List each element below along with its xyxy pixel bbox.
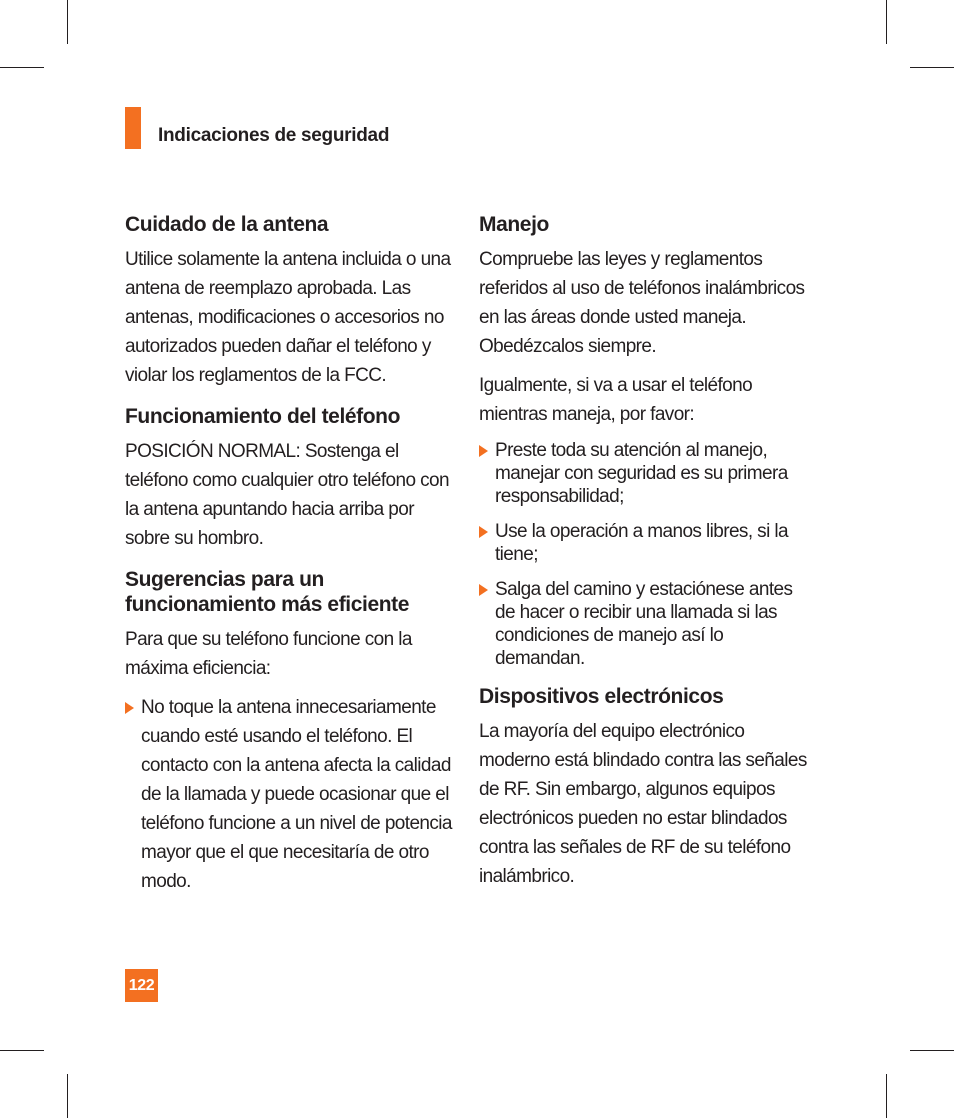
left-column bbox=[125, 212, 455, 910]
section-heading: Dispositivos electrónicos bbox=[479, 685, 724, 708]
list-item-text: Use la operación a manos libres, si la tiene; bbox=[495, 521, 788, 565]
section-driving bbox=[479, 212, 814, 670]
triangle-bullet-icon bbox=[479, 526, 488, 538]
list-item bbox=[479, 439, 814, 508]
triangle-bullet-icon bbox=[479, 445, 488, 457]
crop-mark bbox=[886, 1074, 887, 1118]
page-title: Indicaciones de seguridad bbox=[158, 125, 390, 146]
list-item-text: No toque la antena innecesariamente cuando esté usando el teléfono. El contacto con la antena afecta la calidad de la llamada y puede ocasionar que el teléfono funcione a un nivel de potencia mayor que el que necesitaría de otro modo. bbox=[141, 697, 452, 892]
section-body: Compruebe las leyes y reglamentos referidos al uso de teléfonos inalámbricos en las áreas donde usted maneja. Obedézcalos siempre. bbox=[479, 249, 805, 357]
section-electronic-devices bbox=[479, 684, 814, 891]
tips-list bbox=[125, 693, 455, 896]
list-item bbox=[125, 693, 455, 896]
crop-mark bbox=[886, 0, 887, 44]
list-item bbox=[479, 578, 814, 670]
page-number: 122 bbox=[125, 969, 158, 1002]
list-item-text: Preste toda su atención al manejo, manejar con seguridad es su primera responsabilidad; bbox=[495, 440, 788, 507]
section-body: Para que su teléfono funcione con la máxima eficiencia: bbox=[125, 629, 412, 679]
section-efficiency-tips bbox=[125, 567, 455, 896]
section-body: La mayoría del equipo electrónico moderno está blindado contra las señales de RF. Sin embargo, algunos equipos electrónicos pueden no estar blindados contra las señales de RF de su teléfono inalámbrico. bbox=[479, 721, 807, 887]
crop-mark bbox=[67, 1074, 68, 1118]
section-body: POSICIÓN NORMAL: Sostenga el teléfono como cualquier otro teléfono con la antena apuntando hacia arriba por sobre su hombro. bbox=[125, 441, 449, 549]
section-heading: Sugerencias para un funcionamiento más eficiente bbox=[125, 568, 410, 616]
section-heading: Manejo bbox=[479, 213, 549, 236]
crop-mark bbox=[910, 1050, 954, 1051]
driving-list bbox=[479, 439, 814, 670]
section-body: Igualmente, si va a usar el teléfono mientras maneja, por favor: bbox=[479, 375, 753, 425]
section-phone-operation bbox=[125, 404, 455, 553]
header-accent-bar bbox=[125, 107, 141, 149]
section-antenna-care bbox=[125, 212, 455, 390]
crop-mark bbox=[910, 67, 954, 68]
list-item bbox=[479, 520, 814, 566]
right-column bbox=[479, 212, 814, 905]
section-heading: Funcionamiento del teléfono bbox=[125, 405, 401, 428]
triangle-bullet-icon bbox=[125, 702, 134, 714]
triangle-bullet-icon bbox=[479, 584, 488, 596]
list-item-text: Salga del camino y estaciónese antes de hacer o recibir una llamada si las condiciones de manejo así lo demandan. bbox=[495, 579, 793, 669]
crop-mark bbox=[67, 0, 68, 44]
section-heading: Cuidado de la antena bbox=[125, 213, 329, 236]
crop-mark bbox=[0, 1050, 44, 1051]
section-body: Utilice solamente la antena incluida o una antena de reemplazo aprobada. Las antenas, modificaciones o accesorios no autorizados pueden dañar el teléfono y violar los reglamentos de la FCC. bbox=[125, 249, 451, 386]
crop-mark bbox=[0, 67, 44, 68]
